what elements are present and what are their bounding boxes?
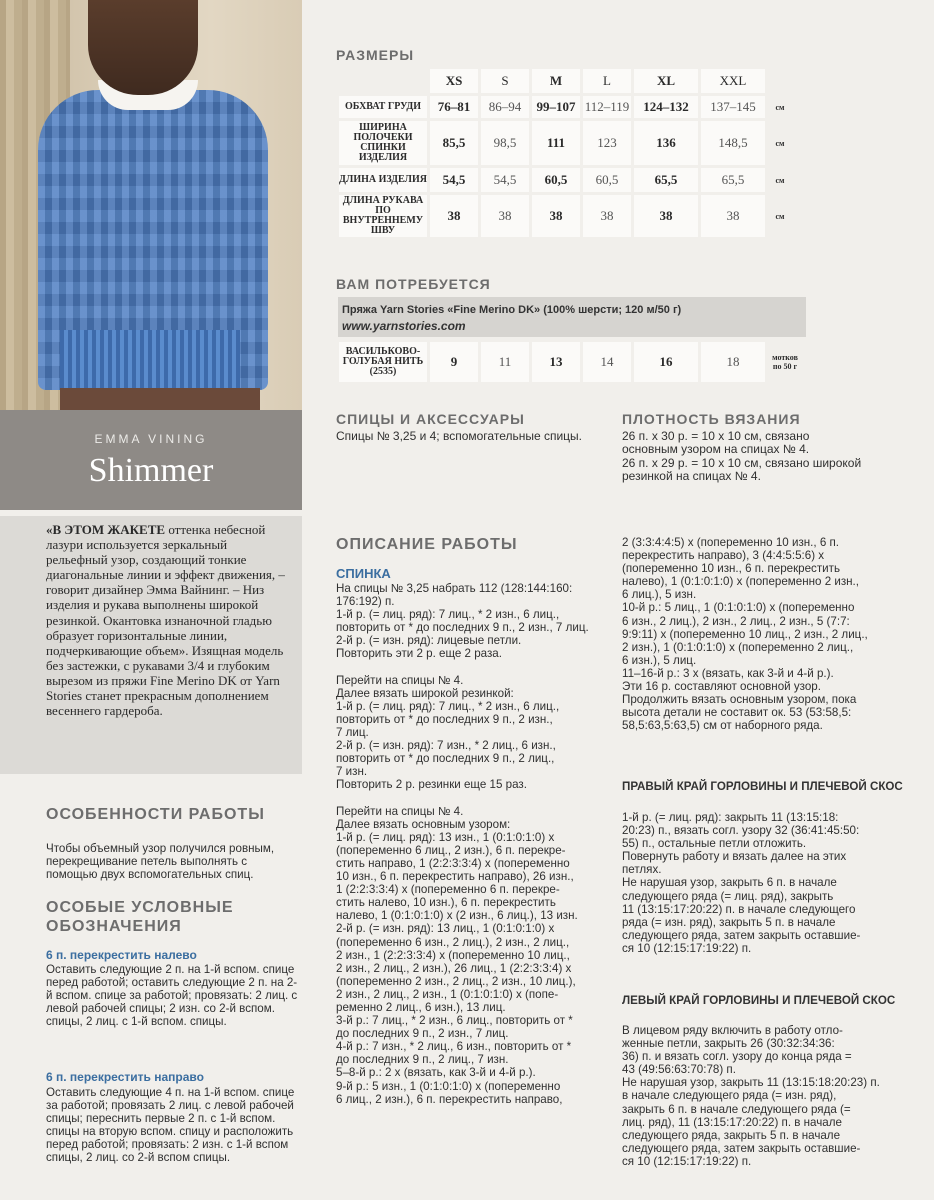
symbols-heading: ОСОБЫЕ УСЛОВНЫЕ ОБОЗНАЧЕНИЯ [46, 899, 234, 935]
size-cell: 111 [532, 121, 580, 165]
sizes-row [339, 168, 792, 192]
yarn-name: Пряжа Yarn Stories «Fine Merino DK» (100% шерсти; 120 м/50 г) [342, 304, 682, 316]
row-label: ШИРИНА ПОЛОЧЕКИ СПИНКИ ИЗДЕЛИЯ [339, 121, 427, 165]
features-heading: ОСОБЕННОСТИ РАБОТЫ [46, 806, 265, 823]
size-cell: 136 [634, 121, 698, 165]
right-neck-text: 1-й р. (= лиц. ряд): закрыть 11 (13:15:18: 20:23) п., вязать согл. узору 32 (36:41:45:50: 55) п., остальные петли отложить. Повернуть работу и вязать далее на этих петлях. Не нарушая узор, закрыть 6 п. в начале следующего ряда (= лиц. ряд), закрыть 11 (13:15:17:20:22) п. в начале следующего ряда (= изн. ряд), закрыть 5 п. в начале следующего ряда, затем закрыть оставшие- ся 10 (12:15:17:19:22) п. [622, 811, 861, 955]
size-cell: 60,5 [583, 168, 631, 192]
intro-lead: «В ЭТОМ ЖАКЕТЕ [46, 522, 166, 537]
row-label: ДЛИНА РУКАВА ПО ВНУТРЕННЕМУ ШВУ [339, 195, 427, 237]
size-cell: 85,5 [430, 121, 478, 165]
yarn-cell: 13 [532, 342, 580, 382]
size-cell: 38 [532, 195, 580, 237]
size-cell: 38 [701, 195, 765, 237]
designer-name: EMMA VINING [94, 432, 208, 446]
gauge-heading: ПЛОТНОСТЬ ВЯЗАНИЯ [622, 411, 801, 427]
size-header: XXL [701, 69, 765, 93]
symbol-right-title: 6 п. перекрестить направо [46, 1070, 204, 1084]
yarn-color-label: ВАСИЛЬКОВО-ГОЛУБАЯ НИТЬ (2535) [339, 342, 427, 382]
features-text: Чтобы объемный узор получился ровным, перекрещивание петель выполнять с помощью двух вспомогательных спиц. [46, 842, 275, 882]
hair-image [88, 0, 198, 95]
size-cell: 98,5 [481, 121, 529, 165]
size-cell: 54,5 [481, 168, 529, 192]
size-cell: 65,5 [701, 168, 765, 192]
size-cell: 137–145 [701, 96, 765, 118]
yarn-row [339, 342, 802, 382]
sizes-row [339, 195, 792, 237]
size-header: L [583, 69, 631, 93]
sizes-heading: РАЗМЕРЫ [336, 47, 415, 63]
yarn-cell: 16 [634, 342, 698, 382]
yarn-table [336, 339, 805, 385]
yarn-url: www.yarnstories.com [342, 319, 466, 333]
sizes-row [339, 121, 792, 165]
size-cell: 38 [430, 195, 478, 237]
unit-label: см [775, 138, 785, 148]
right-neck-heading: ПРАВЫЙ КРАЙ ГОРЛОВИНЫ И ПЛЕЧЕВОЙ СКОС [622, 780, 903, 793]
yarn-unit: мотков по 50 г [772, 353, 798, 371]
symbol-right-text: Оставить следующие 4 п. на 1-й вспом. спице за работой; провязать 2 лиц. с левой рабочей спицы; переснить первые 2 п. с 1-й вспом. спицы на вторую вспом. спицу и расположить перед работой; провязать: 2 изн. с 1-й вспом спицы, 2 лиц. со 2-й вспом спицы. [46, 1086, 295, 1165]
yarn-cell: 11 [481, 342, 529, 382]
size-header: M [532, 69, 580, 93]
intro-body: оттенка небесной лазури используется зеркальный рельефный узор, создающий тонкие диагональные линии и эффект движения, – говорит дизайнер Эмма Вайнинг. – Низ изделия и рукава выполнены широкой резинкой. Окантовка изнаночной гладью образует горизонтальные линии, подчеркивающие объем». Изящная модель без застежки, с рукавами 3/4 и глубоким вырезом из пряжи Fine Merino DK от Yarn Stories станет прекрасным дополнением весеннего гардероба. [46, 522, 285, 719]
model-photo [0, 0, 302, 410]
symbol-left-title: 6 п. перекрестить налево [46, 948, 197, 962]
left-neck-heading: ЛЕВЫЙ КРАЙ ГОРЛОВИНЫ И ПЛЕЧЕВОЙ СКОС [622, 994, 896, 1007]
size-cell: 112–119 [583, 96, 631, 118]
intro-text [46, 522, 291, 718]
left-neck-text: В лицевом ряду включить в работу отло- женные петли, закрыть 26 (30:32:34:36: 36) п. и вязать согл. узору до конца ряда = 43 (49:56:63:70:78) п. Не нарушая узор, закрыть 11 (13:15:18:20:23) п. в начале следующего ряда (= изн. ряд), закрыть 6 п. в начале следующего ряда (= лиц. ряд), 11 (13:15:17:20:22) п. в начале следующего ряда, закрыть 5 п. в начале следующего ряда, затем закрыть оставшие- ся 10 (12:15:17:19:22) п. [622, 1024, 880, 1168]
pattern-title: Shimmer [88, 452, 214, 489]
sizes-header-row [339, 69, 792, 93]
description-heading: ОПИСАНИЕ РАБОТЫ [336, 536, 518, 553]
size-cell: 148,5 [701, 121, 765, 165]
description-col1: На спицы № 3,25 набрать 112 (128:144:160: 176:192) п. 1-й р. (= лиц. ряд): 7 лиц., * 2 изн., 6 лиц., повторить от * до последних 9 п., 2 изн., 7 лиц. 2-й р. (= изн. ряд): лицевые петли. Повторить эти 2 р. еще 2 раза. Перейти на спицы № 4. Далее вязать широкой резинкой: 1-й р. (= лиц. ряд): 7 лиц., * 2 изн., 6 лиц., повторить от * до последних 9 п., 2 изн., 7 лиц. 2-й р. (= изн. ряд): 7 изн., * 2 лиц., 6 изн., повторить от * до последних 9 п., 2 лиц., 7 изн. Повторить 2 р. резинки еще 15 раз. Перейти на спицы № 4. Далее вязать основным узором: 1-й р. (= лиц. ряд): 13 изн., 1 (0:1:0:1:0) х (попеременно 6 лиц., 2 изн.), 6 п. перекре- стить направо, 1 (2:2:3:3:4) х (попеременно 10 изн., 6 п. перекрестить направо), 26 изн., 1 (2:2:3:3:4) х (попеременно 6 п. перекре- стить налево, 10 изн.), 6 п. перекрестить налево, 1 (0:1:0:1:0) х (2 изн., 6 лиц.), 13 изн. 2-й р. (= изн. ряд): 13 лиц., 1 (0:1:0:1:0) х (попеременно 6 изн., 2 лиц.), 2 изн., 2 лиц., 2 изн., 1 (2:2:3:3:4) х (попеременно 10 лиц., 2 изн., 2 лиц., 2 изн.), 26 лиц., 1 (2:2:3:3:4) х (попеременно 2 изн., 2 лиц., 2 изн., 10 лиц.), 2 изн., 2 лиц., 2 изн., 1 (0:1:0:1:0) х (попе- ременно 2 лиц., 6 изн.), 13 лиц. 3-й р.: 7 лиц., * 2 изн., 6 лиц., повторить от * до последних 9 п., 2 изн., 7 лиц. 4-й р.: 7 изн., * 2 лиц., 6 изн., повторить от * до последних 9 п., 2 лиц., 7 изн. 5–8-й р.: 2 х (вязать, как 3-й и 4-й р.). 9-й р.: 5 изн., 1 (0:1:0:1:0) х (попеременно 6 лиц., 2 изн.), 6 п. перекрестить направо, [336, 582, 589, 1106]
needles-heading: СПИЦЫ И АКСЕССУАРЫ [336, 411, 525, 427]
size-cell: 76–81 [430, 96, 478, 118]
size-cell: 38 [634, 195, 698, 237]
size-cell: 38 [583, 195, 631, 237]
size-header: XL [634, 69, 698, 93]
yarn-cell: 14 [583, 342, 631, 382]
yarn-cell: 18 [701, 342, 765, 382]
symbol-left-text: Оставить следующие 2 п. на 1-й вспом. спице перед работой; оставить следующие 2 п. на 2-й вспом. спице за работой; провязать: 2 лиц. с левой рабочей спицы; 2 изн. со 2-й вспом. спицы, 2 лиц. с 1-й вспом. спицы. [46, 963, 298, 1029]
ribbing-image [60, 330, 240, 390]
size-cell: 65,5 [634, 168, 698, 192]
size-cell: 54,5 [430, 168, 478, 192]
description-col2: 2 (3:3:4:4:5) х (попеременно 10 изн., 6 п. перекрестить направо), 3 (4:4:5:5:6) х (попеременно 10 изн., 6 п. перекрестить налево), 1 (0:1:0:1:0) х (попеременно 2 изн., 6 лиц.), 5 изн. 10-й р.: 5 лиц., 1 (0:1:0:1:0) х (попеременно 6 изн., 2 лиц.), 2 изн., 2 лиц., 2 изн., 5 (7:7: 9:9:11) х (попеременно 10 лиц., 2 изн., 2 лиц., 2 изн.), 1 (0:1:0:1:0) х (попеременно 2 лиц., 6 изн.), 5 лиц. 11–16-й р.: 3 х (вязать, как 3-й и 4-й р.). Эти 16 р. составляют основной узор. Продолжить вязать основным узором, пока высота детали не составит ок. 53 (53:58,5: 58,5:63,5:63,5) см от наборного ряда. [622, 536, 868, 733]
size-cell: 123 [583, 121, 631, 165]
size-cell: 86–94 [481, 96, 529, 118]
unit-label: см [775, 175, 785, 185]
row-label: ОБХВАТ ГРУДИ [339, 96, 427, 118]
unit-label: см [775, 211, 785, 221]
gauge-text: 26 п. х 30 р. = 10 х 10 см, связано основным узором на спицах № 4. 26 п. х 29 р. = 10 х 10 см, связано широкой резинкой на спицах № 4. [622, 429, 862, 484]
skirt-image [60, 388, 260, 410]
materials-heading: ВАМ ПОТРЕБУЕТСЯ [336, 276, 491, 292]
size-cell: 99–107 [532, 96, 580, 118]
size-header: S [481, 69, 529, 93]
unit-label: см [775, 102, 785, 112]
yarn-cell: 9 [430, 342, 478, 382]
size-cell: 124–132 [634, 96, 698, 118]
row-label: ДЛИНА ИЗДЕЛИЯ [339, 168, 427, 192]
size-header: XS [430, 69, 478, 93]
size-cell: 38 [481, 195, 529, 237]
back-heading: СПИНКА [336, 566, 391, 581]
size-cell: 60,5 [532, 168, 580, 192]
sizes-table [336, 66, 795, 240]
needles-text: Спицы № 3,25 и 4; вспомогательные спицы. [336, 429, 583, 443]
sizes-row [339, 96, 792, 118]
